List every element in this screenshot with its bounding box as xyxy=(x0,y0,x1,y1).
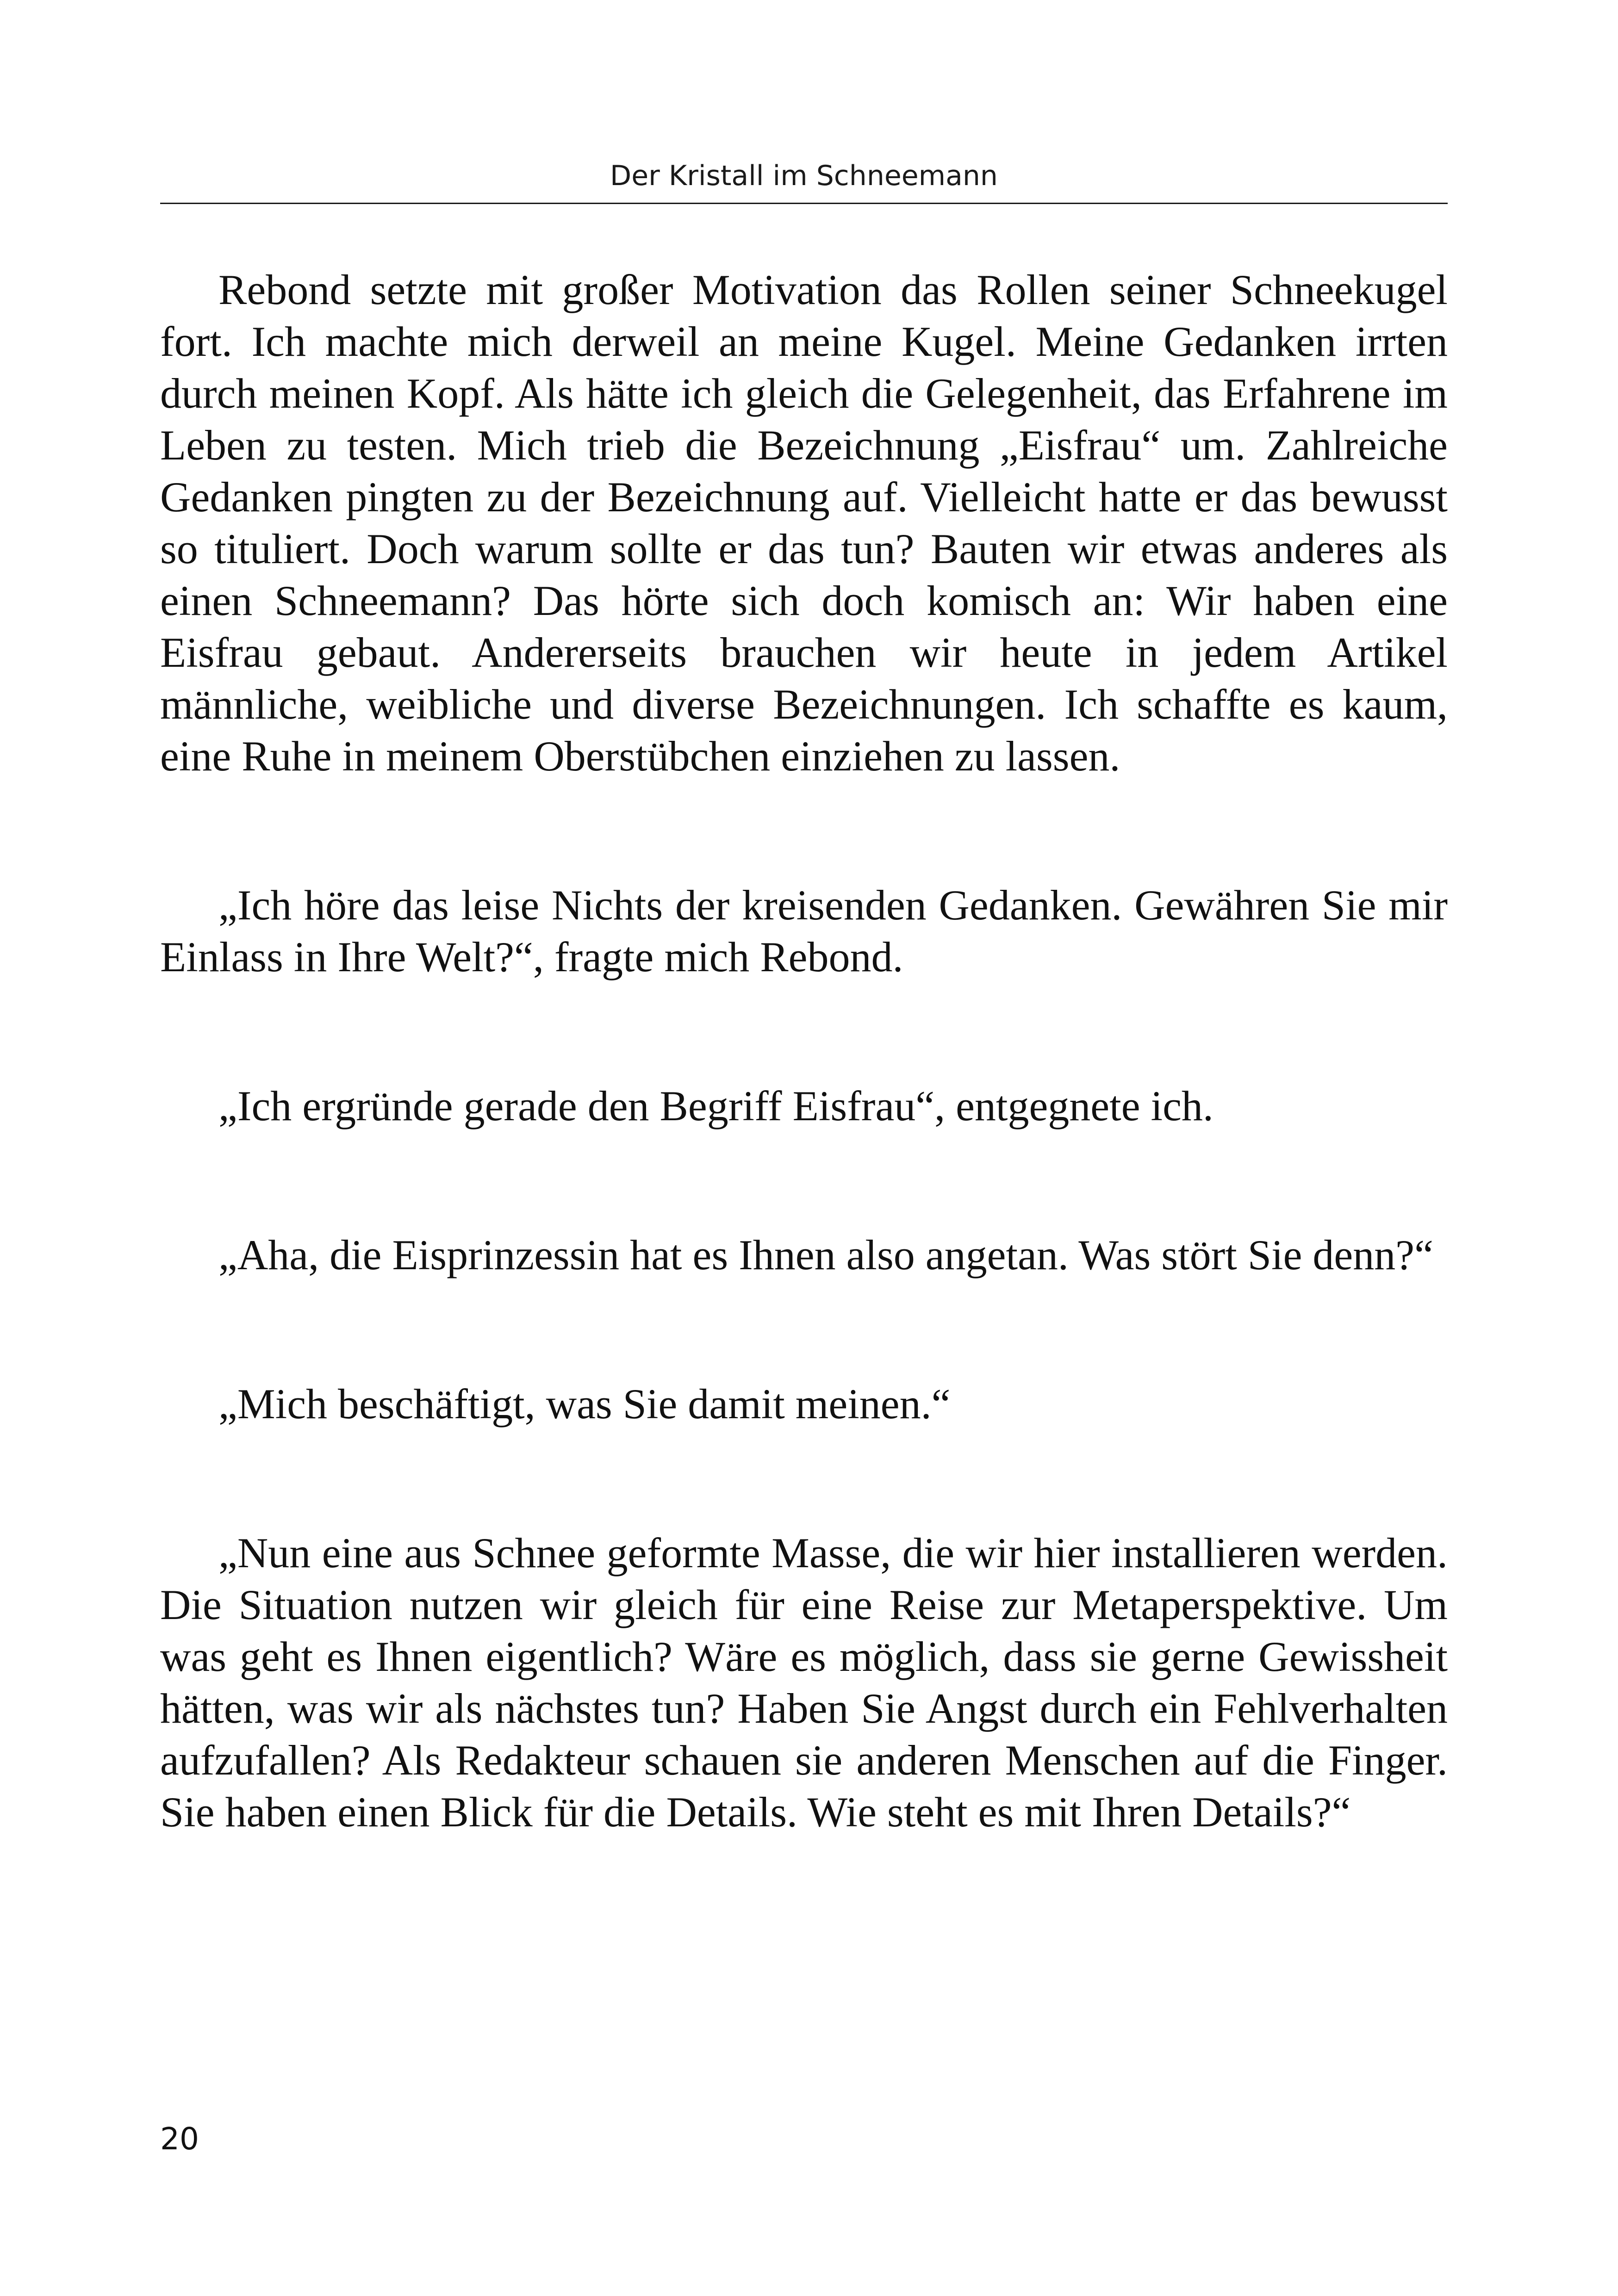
paragraph: „Ich ergründe gerade den Begriff Eisfrau“, entgegnete ich. xyxy=(218,1082,1214,1129)
page-number: 20 xyxy=(160,2121,199,2157)
running-head: Der Kristall im Schneemann xyxy=(610,160,998,192)
paragraph: „Ich höre das leise Nichts der kreisenden Gedanken. Gewähren Sie mir Einlass in Ihre Welt?“, fragte mich Rebond. xyxy=(160,881,1448,980)
paragraph: „Aha, die Eisprinzessin hat es Ihnen also angetan. Was stört Sie denn?“ xyxy=(218,1231,1433,1278)
paragraph: Rebond setzte mit großer Motivation das Rollen seiner Schneekugel fort. Ich machte mich derweil an meine Kugel. Meine Gedanken irrten durch meinen Kopf. Als hätte ich gleich die Gelegenheit, das Erfahrene im Leben zu testen. Mich trieb die Bezeichnung „Eisfrau“ um. Zahlreiche Gedanken pingten zu der Bezeichnung auf. Vielleicht hatte er das bewusst so tituliert. Doch warum sollte er das tun? Bauten wir etwas anderes als einen Schneemann? Das hörte sich doch komisch an: Wir haben eine Eisfrau gebaut. Andererseits brauchen wir heute in jedem Artikel männliche, weibliche und diverse Bezeichnungen. Ich schaffte es kaum, eine Ruhe in meinem Oberstübchen einziehen zu lassen. xyxy=(160,266,1448,780)
paragraph: „Nun eine aus Schnee geformte Masse, die wir hier installieren werden. Die Situation nutzen wir gleich für eine Reise zur Metaperspektive. Um was geht es Ihnen eigentlich? Wäre es möglich, dass sie gerne Gewissheit hätten, was wir als nächstes tun? Haben Sie Angst durch ein Fehlverhalten aufzufallen? Als Redakteur schauen sie anderen Menschen auf die Finger. Sie haben einen Blick für die Details. Wie steht es mit Ihren Details?“ xyxy=(160,1529,1448,1836)
paragraph: „Mich beschäftigt, was Sie damit meinen.“ xyxy=(218,1380,951,1427)
body-text xyxy=(160,264,1448,1838)
header-rule xyxy=(160,203,1448,204)
